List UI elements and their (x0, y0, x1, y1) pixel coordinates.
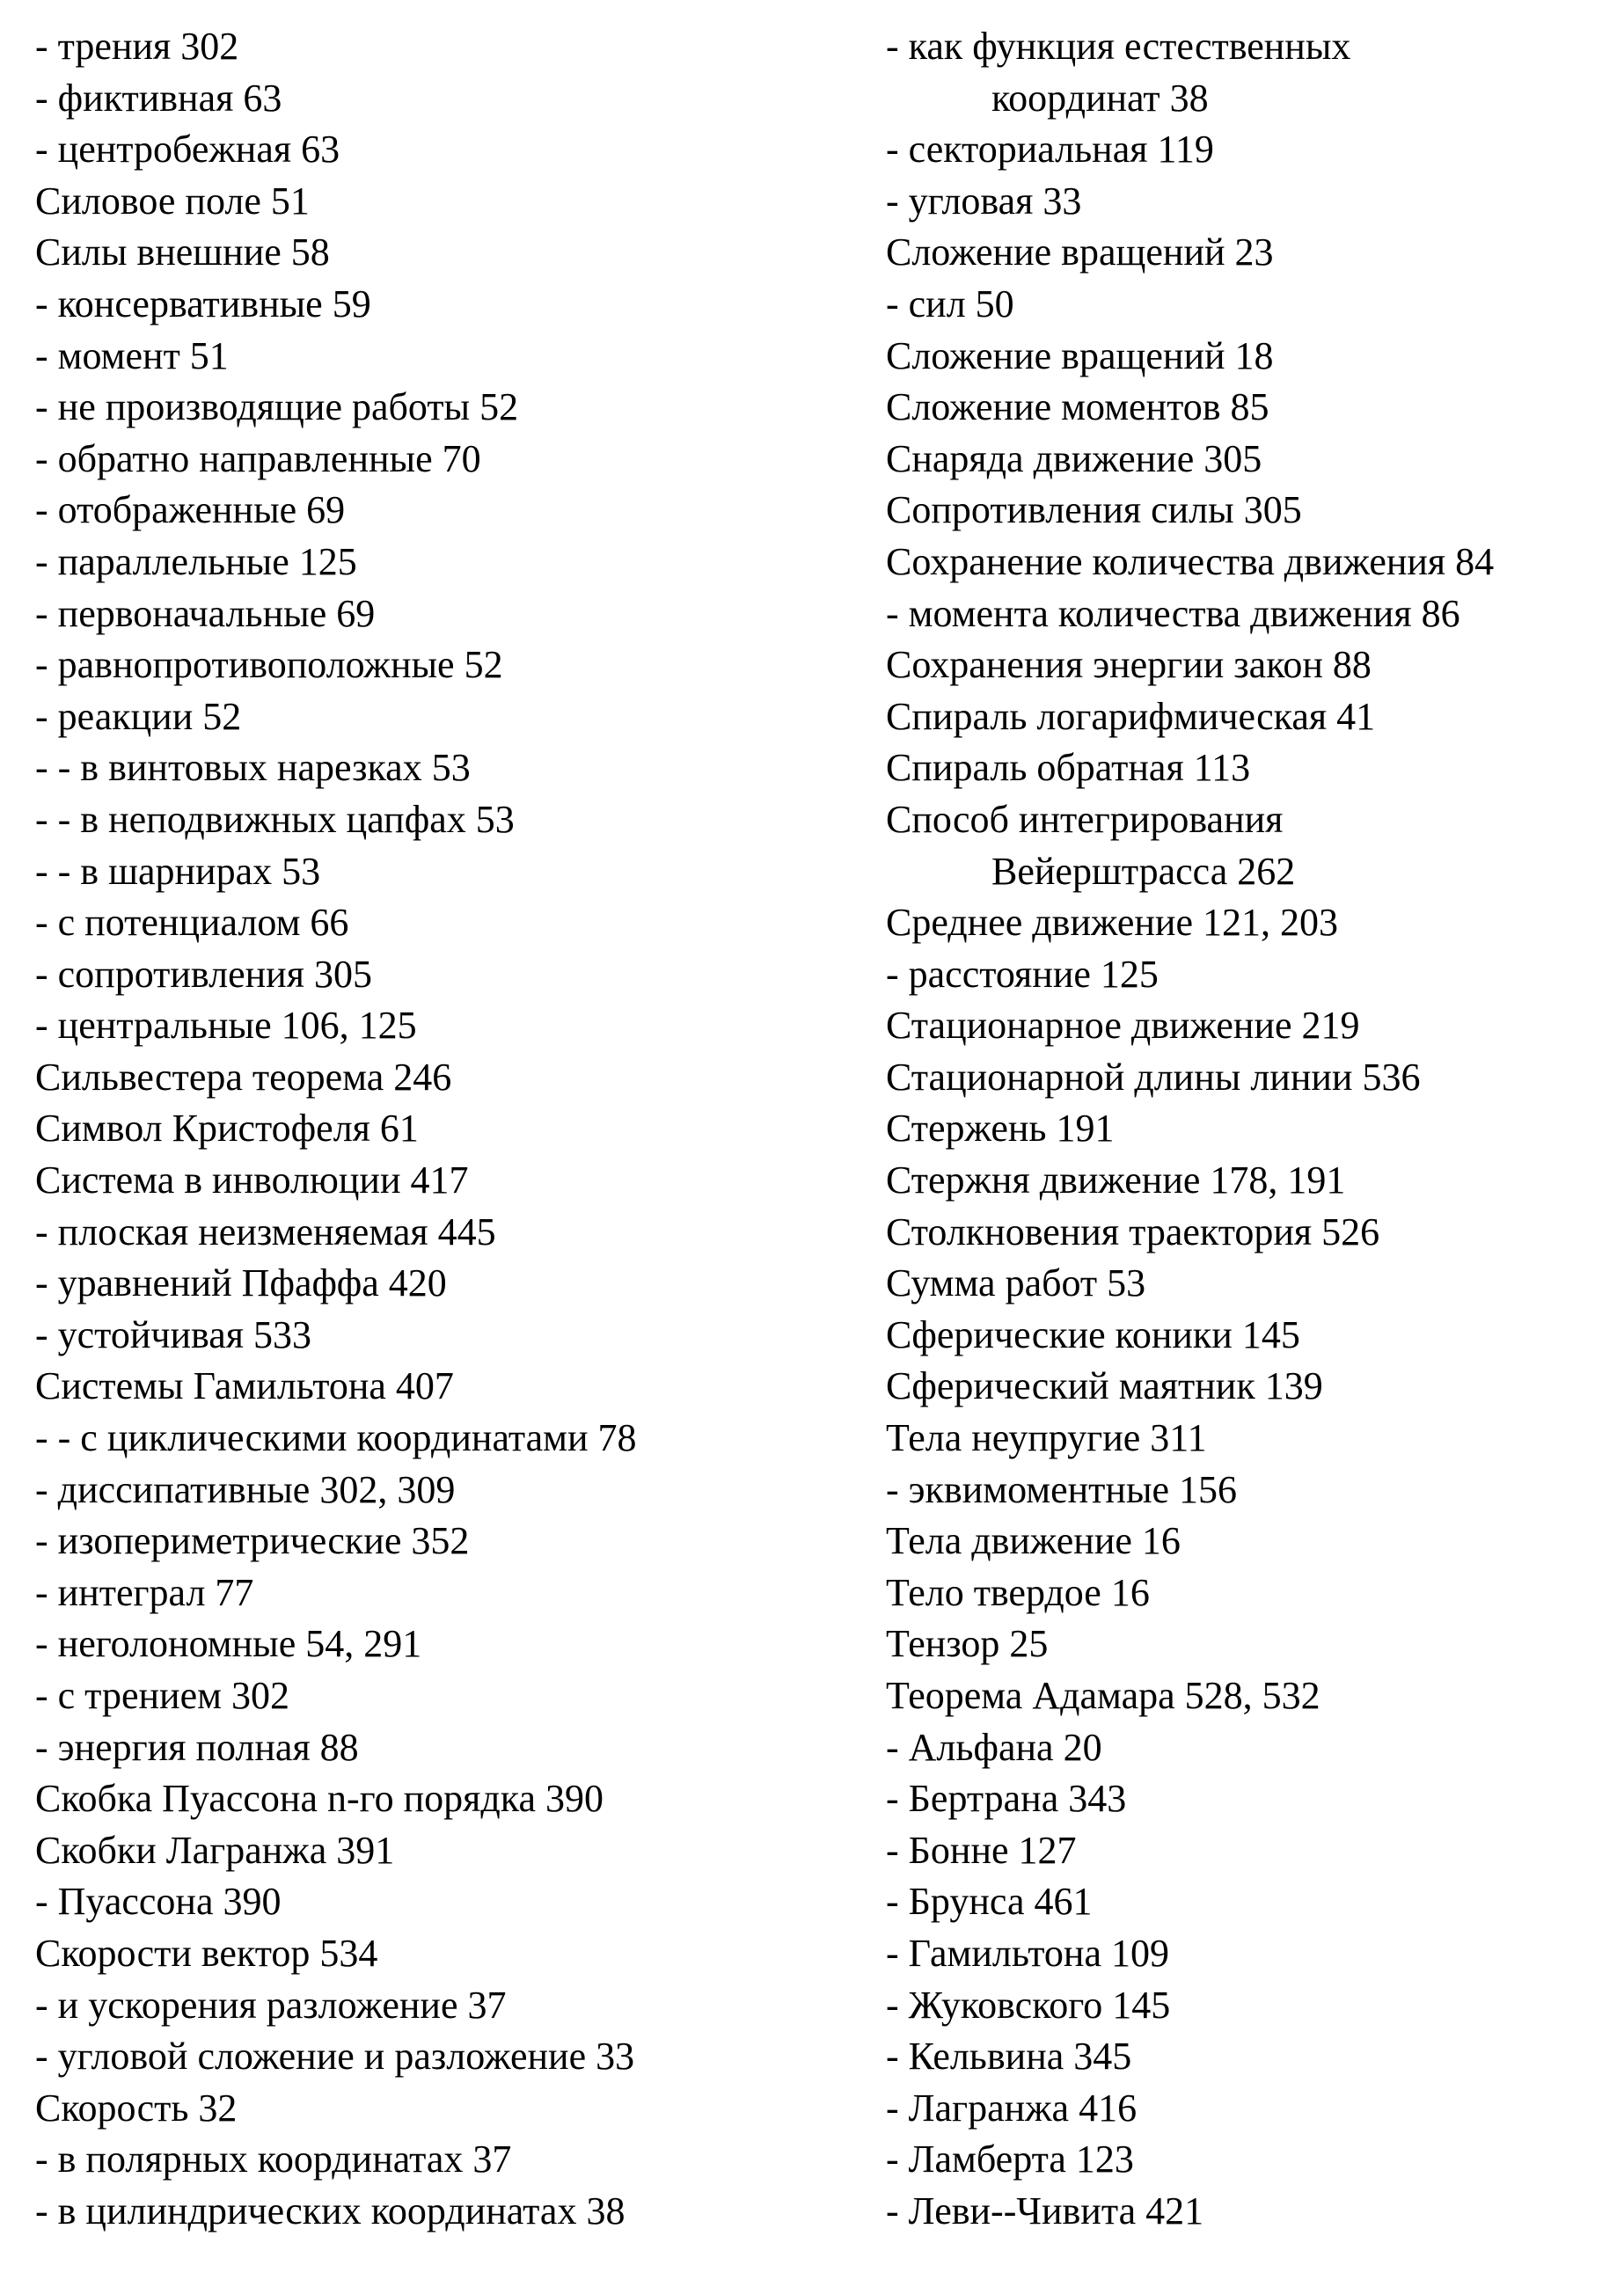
index-entry: Среднее движение 121, 203 (886, 901, 1338, 945)
index-entry: Стационарной длины линии 536 (886, 1055, 1421, 1099)
index-entry: - не производящие работы 52 (35, 385, 519, 429)
index-entry: Сферические коники 145 (886, 1312, 1300, 1356)
index-entry: - с потенциалом 66 (35, 901, 349, 945)
index-entry: - диссипативные 302, 309 (35, 1467, 456, 1511)
index-entry: - равнопротивоположные 52 (35, 643, 503, 687)
index-entry: - Кельвина 345 (886, 2035, 1132, 2079)
index-entry: - уравнений Пфаффа 420 (35, 1261, 447, 1305)
index-entry: Скобки Лагранжа 391 (35, 1828, 395, 1872)
index-entry: Сохранение количества движения 84 (886, 539, 1495, 583)
index-entry: - плоская неизменяемая 445 (35, 1209, 496, 1253)
index-entry: - с трением 302 (35, 1674, 289, 1717)
index-entry: - центральные 106, 125 (35, 1004, 417, 1048)
index-entry: - устойчивая 533 (35, 1312, 312, 1356)
index-entry: Системы Гамильтона 407 (35, 1364, 454, 1408)
index-entry: - - в винтовых нарезках 53 (35, 746, 471, 790)
index-entry: Сложение моментов 85 (886, 385, 1269, 429)
index-entry: - как функция естественных (886, 25, 1351, 68)
index-entry: - центробежная 63 (35, 128, 340, 172)
index-column-left (35, 21, 862, 2238)
index-entry: - Альфана 20 (886, 1725, 1102, 1769)
index-entry: Сильвестера теорема 246 (35, 1055, 452, 1099)
index-entry: - угловой сложение и разложение 33 (35, 2035, 635, 2079)
index-entry: Сферический маятник 139 (886, 1364, 1323, 1408)
index-entry: - Пуассона 390 (35, 1880, 282, 1924)
index-entry: Теорема Адамара 528, 532 (886, 1674, 1320, 1717)
index-entry: - - с циклическими координатами 78 (35, 1416, 637, 1460)
index-entry: - отображенные 69 (35, 488, 346, 532)
index-entry: Столкновения траектория 526 (886, 1209, 1380, 1253)
index-entry: Тела движение 16 (886, 1519, 1181, 1563)
index-entry-continuation: координат 38 (991, 76, 1209, 120)
index-entry: - параллельные 125 (35, 539, 357, 583)
index-entry: Скорость 32 (35, 2086, 238, 2130)
index-entry: Стержня движение 178, 191 (886, 1158, 1346, 1202)
index-entry: - - в шарнирах 53 (35, 849, 321, 893)
index-entry: Спираль обратная 113 (886, 746, 1251, 790)
index-entry: - Ламберта 123 (886, 2138, 1134, 2181)
index-entry: - консервативные 59 (35, 281, 371, 325)
index-entry: - первоначальные 69 (35, 591, 376, 635)
index-entry: - Жуковского 145 (886, 1983, 1171, 2027)
index-entry: - Бертрана 343 (886, 1777, 1127, 1821)
index-entry: - Бонне 127 (886, 1828, 1077, 1872)
index-entry: Сложение вращений 18 (886, 333, 1274, 377)
index-entry: - Леви--Чивита 421 (886, 2189, 1204, 2232)
index-entry: Силы внешние 58 (35, 230, 330, 274)
index-entry: Тело твердое 16 (886, 1570, 1150, 1614)
index-entry: Скорости вектор 534 (35, 1931, 378, 1975)
index-entry: Сложение вращений 23 (886, 230, 1274, 274)
index-entry: Сопротивления силы 305 (886, 488, 1302, 532)
index-entry: Сохранения энергии закон 88 (886, 643, 1372, 687)
index-entry: - фиктивная 63 (35, 76, 282, 120)
index-entry: Символ Кристофеля 61 (35, 1107, 419, 1151)
index-entry: - эквимоментные 156 (886, 1467, 1238, 1511)
index-entry: - Лагранжа 416 (886, 2086, 1138, 2130)
index-entry: - в цилиндрических координатах 38 (35, 2189, 625, 2232)
index-entry: - угловая 33 (886, 179, 1082, 223)
index-entry-continuation: Вейерштрасса 262 (991, 849, 1296, 893)
index-entry: - момент 51 (35, 333, 229, 377)
index-entry: - сил 50 (886, 281, 1014, 325)
index-column-right (886, 21, 1616, 2238)
index-entry: - секториальная 119 (886, 128, 1214, 172)
index-entry: - и ускорения разложение 37 (35, 1983, 507, 2027)
index-entry: Тензор 25 (886, 1622, 1049, 1666)
index-entry: Сумма работ 53 (886, 1261, 1146, 1305)
index-entry: - сопротивления 305 (35, 952, 372, 996)
index-entry: - энергия полная 88 (35, 1725, 359, 1769)
index-entry: Тела неупругие 311 (886, 1416, 1207, 1460)
index-entry: Стационарное движение 219 (886, 1004, 1360, 1048)
index-entry: - интеграл 77 (35, 1570, 254, 1614)
index-entry: Стержень 191 (886, 1107, 1115, 1151)
index-entry: Снаряда движение 305 (886, 436, 1262, 480)
index-entry: Спираль логарифмическая 41 (886, 694, 1376, 738)
index-entry: Система в инволюции 417 (35, 1158, 469, 1202)
index-entry: - обратно направленные 70 (35, 436, 481, 480)
index-entry: - в полярных координатах 37 (35, 2138, 512, 2181)
index-entry: - момента количества движения 86 (886, 591, 1460, 635)
index-entry: - Гамильтона 109 (886, 1931, 1169, 1975)
index-entry: - изопериметрические 352 (35, 1519, 470, 1563)
index-entry: Способ интегрирования (886, 797, 1284, 841)
index-entry: Силовое поле 51 (35, 179, 310, 223)
index-entry: - расстояние 125 (886, 952, 1159, 996)
index-entry: - неголономные 54, 291 (35, 1622, 422, 1666)
index-entry: - реакции 52 (35, 694, 242, 738)
index-entry: Скобка Пуассона n-го порядка 390 (35, 1777, 604, 1821)
index-entry: - Брунса 461 (886, 1880, 1093, 1924)
index-entry: - - в неподвижных цапфах 53 (35, 797, 515, 841)
index-entry: - трения 302 (35, 25, 239, 68)
